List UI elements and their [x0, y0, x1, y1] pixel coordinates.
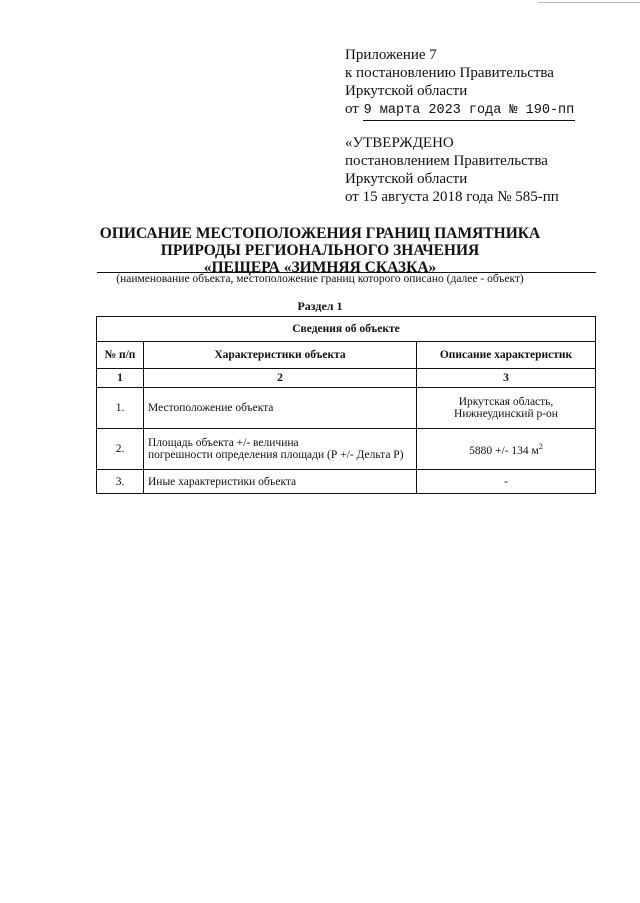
- appendix-block: [345, 46, 575, 121]
- title-line-3: «ПЕЩЕРА «ЗИМНЯЯ СКАЗКА»: [203, 259, 437, 276]
- title-caption: (наименование объекта, местоположение границ которого описано (далее - объект): [116, 273, 524, 285]
- approved-region: Иркутской области: [345, 171, 468, 187]
- table-row: [97, 388, 596, 429]
- section-heading: Раздел 1: [297, 299, 343, 313]
- appendix-number: Приложение 7: [345, 47, 437, 63]
- column-number-2: 2: [144, 369, 417, 388]
- row-characteristic-line: Иные характеристики объекта: [148, 475, 297, 488]
- object-info-table: [96, 316, 596, 494]
- row-description: [417, 388, 596, 429]
- appendix-region: Иркутской области: [345, 83, 468, 99]
- row-description-line: Нижнеудинский р-он: [454, 408, 558, 420]
- table-caption: Сведения об объекте: [97, 317, 596, 342]
- row-number: 1.: [97, 388, 144, 429]
- row-characteristic: [144, 470, 417, 494]
- column-number-1: 1: [97, 369, 144, 388]
- header-number: № п/п: [97, 342, 144, 369]
- approved-resolution: постановлением Правительства: [345, 153, 548, 169]
- area-unit-superscript: 2: [538, 441, 543, 451]
- row-characteristic: [144, 388, 417, 429]
- title-line-1: ОПИСАНИЕ МЕСТОПОЛОЖЕНИЯ ГРАНИЦ ПАМЯТНИКА: [99, 225, 541, 242]
- row-number: 3.: [97, 470, 144, 494]
- appendix-date-line: [345, 100, 575, 121]
- row-description-line: Иркутская область,: [458, 396, 554, 408]
- table-caption-row: [97, 317, 596, 342]
- header-description: Описание характеристик: [417, 342, 596, 369]
- header-characteristics: Характеристики объекта: [144, 342, 417, 369]
- approved-date: от 15 августа 2018 года № 585-пп: [345, 189, 559, 205]
- row-characteristic-line: погрешности определения площади (Р +/- Дельта Р): [148, 449, 404, 461]
- row-description-line: 5880 +/- 134 м: [469, 444, 539, 457]
- top-edge-line: [538, 2, 640, 3]
- appendix-resolution: к постановлению Правительства: [345, 65, 554, 81]
- row-description: [417, 429, 596, 470]
- column-number-row: [97, 369, 596, 388]
- row-characteristic-line: Местоположение объекта: [148, 402, 274, 414]
- row-characteristic: [144, 429, 417, 470]
- row-number: 2.: [97, 429, 144, 470]
- row-description: [417, 470, 596, 494]
- table-row: [97, 429, 596, 470]
- table-row: [97, 470, 596, 494]
- appendix-date-prefix: от: [345, 101, 359, 117]
- document-title: [0, 225, 640, 276]
- column-number-3: 3: [417, 369, 596, 388]
- row-characteristic-line: Площадь объекта +/- величина: [148, 437, 299, 449]
- approved-block: [345, 134, 559, 206]
- row-description-line: -: [504, 475, 508, 488]
- approved-heading: «УТВЕРЖДЕНО: [345, 135, 454, 151]
- table-header-row: [97, 342, 596, 369]
- title-line-2: ПРИРОДЫ РЕГИОНАЛЬНОГО ЗНАЧЕНИЯ: [160, 242, 480, 259]
- appendix-date-value: 9 марта 2023 года № 190-пп: [363, 102, 576, 121]
